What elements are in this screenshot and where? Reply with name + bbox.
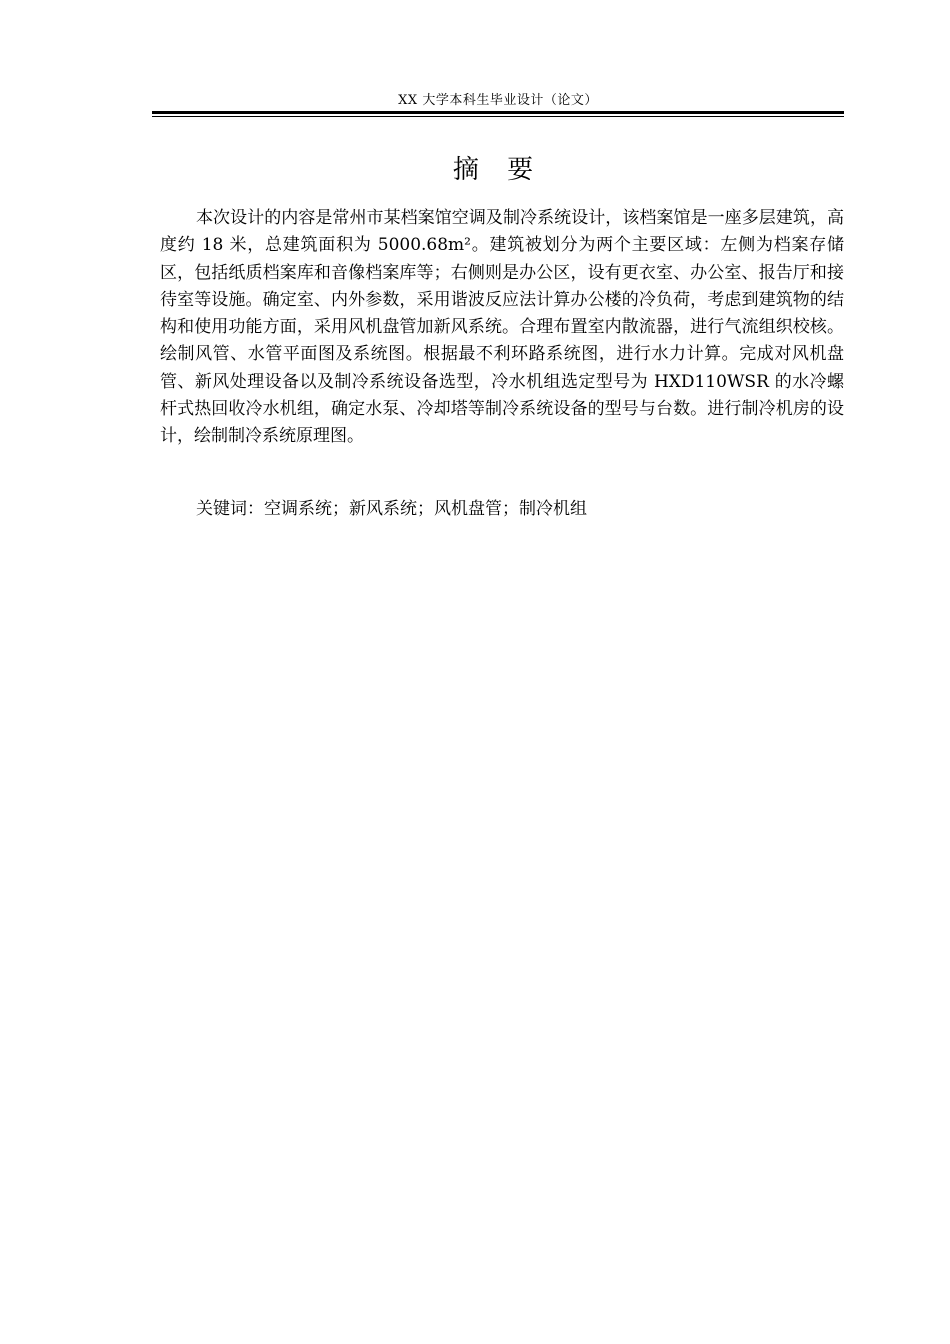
running-header: XX 大学本科生毕业设计（论文）	[398, 93, 598, 108]
keywords-text: 空调系统；新风系统；风机盘管；制冷机组	[264, 499, 587, 519]
keywords-label: 关键词：	[196, 499, 264, 519]
header-rule-thin	[152, 116, 844, 117]
abstract-paragraph: 本次设计的内容是常州市某档案馆空调及制冷系统设计，该档案馆是一座多层建筑，高度约 18 米，总建筑面积为 5000.68m²。建筑被划分为两个主要区域：左侧为档案存储区，包括纸质档案库和音像档案库等；右侧则是办公区，设有更衣室、办公室、报告厅和接待室等设施。确定室、内外参数，采用谐波反应法计算办公楼的冷负荷，考虑到建筑物的结构和使用功能方面，采用风机盘管加新风系统。合理布置室内散流器，进行气流组织校核。绘制风管、水管平面图及系统图。根据最不利环路系统图，进行水力计算。完成对风机盘管、新风处理设备以及制冷系统设备选型，冷水机组选定型号为 HXD110WSR 的水冷螺杆式热回收冷水机组，确定水泵、冷却塔等制冷系统设备的型号与台数。进行制冷机房的设计，绘制制冷系统原理图。	[160, 208, 844, 447]
header-rule-thick	[152, 111, 844, 114]
keywords-line	[196, 495, 844, 523]
abstract-title: 摘 要	[452, 155, 544, 185]
